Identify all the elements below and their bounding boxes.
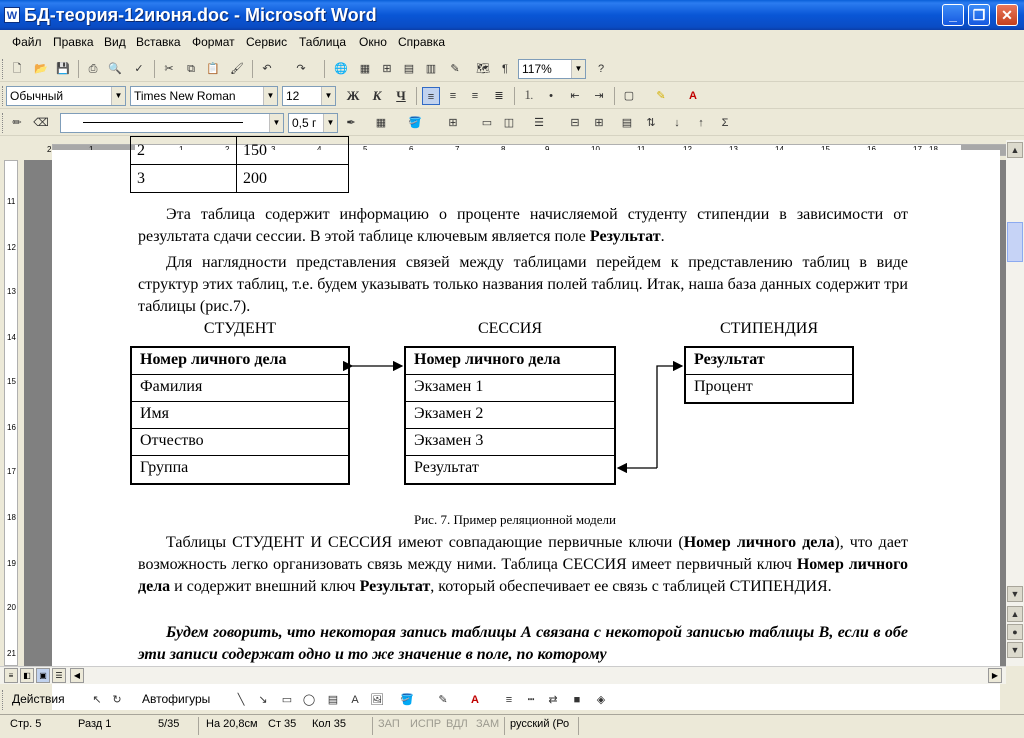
zoom-combo[interactable] — [518, 59, 586, 79]
draw-table-pencil-icon[interactable]: ✏ — [12, 117, 22, 129]
text-run: ), что дает возможность легко организовать связь между ними. Таблица СЕССИЯ имеет первичный ключ — [138, 534, 909, 573]
separator — [78, 60, 79, 78]
eraser-icon[interactable]: ⌫ — [33, 117, 49, 129]
line-style-icon[interactable]: ≡ — [505, 694, 513, 706]
status-column: Кол 35 — [312, 718, 346, 730]
autosum-icon[interactable]: Σ — [721, 117, 729, 129]
menu-view[interactable]: Вид — [104, 35, 126, 49]
vertical-scrollbar[interactable] — [1006, 140, 1024, 666]
new-document-icon[interactable]: 🗋 — [12, 63, 22, 75]
paste-icon[interactable]: 📋 — [206, 63, 220, 75]
undo-icon[interactable]: ↶ — [262, 63, 272, 75]
text-run-bold: Номер личного дела — [138, 556, 909, 595]
insert-table-icon[interactable]: ⊞ — [448, 117, 458, 129]
separator — [252, 60, 253, 78]
line-color-icon[interactable]: ✎ — [438, 694, 448, 706]
text-run: , который обеспечивает ее связь с таблицей СТИПЕНДИЯ. — [430, 578, 832, 595]
table-autoformat-icon[interactable]: ▤ — [621, 117, 633, 129]
separator — [614, 87, 615, 105]
text-run: Эта таблица содержит информацию о проценте начисляемой студенту стипендии в зависимости от результата сдачи сессии. В этой таблице ключевым является поле — [138, 206, 908, 245]
columns-icon[interactable]: ▥ — [425, 63, 437, 75]
standard-toolbar — [0, 56, 1024, 82]
status-section: Разд 1 — [78, 718, 112, 730]
toolbar-grip[interactable] — [2, 113, 5, 133]
border-color-icon[interactable]: ✒ — [346, 117, 356, 129]
previous-page-button[interactable]: ▲ — [1007, 606, 1023, 622]
rectangle-icon[interactable]: ▭ — [281, 694, 293, 706]
tables-borders-icon[interactable]: ▦ — [359, 63, 371, 75]
ruler-tick: 12 — [7, 243, 16, 252]
entity-field: Результат — [414, 459, 479, 476]
menu-help[interactable]: Справка — [398, 35, 446, 49]
justify-icon[interactable]: ≣ — [494, 90, 504, 102]
separator — [324, 60, 325, 78]
ruler-tick: 18 — [7, 513, 16, 522]
scroll-thumb[interactable] — [1007, 222, 1023, 262]
document-area[interactable] — [24, 141, 1006, 666]
text-run-bold: Результат — [359, 578, 431, 595]
actions-menu[interactable]: Действия — [12, 692, 65, 706]
paragraph-3 — [138, 532, 908, 598]
menu-format[interactable]: Формат — [192, 35, 235, 49]
status-overtype[interactable]: ЗАМ — [476, 718, 500, 730]
arrow-icon[interactable]: ↘ — [258, 694, 268, 706]
table-cell: 2 — [131, 137, 237, 165]
status-extend[interactable]: ВДЛ — [446, 718, 468, 730]
ruler-tick: 20 — [7, 603, 16, 612]
help-icon[interactable]: ? — [597, 63, 605, 75]
chevron-down-icon[interactable]: ▼ — [323, 114, 337, 132]
menu-insert[interactable]: Вставка — [136, 35, 181, 49]
style-value: Обычный — [10, 89, 64, 103]
chevron-down-icon[interactable]: ▼ — [321, 87, 335, 105]
line-style-sample — [83, 122, 243, 123]
ruler-tick: 16 — [7, 423, 16, 432]
borders-icon[interactable]: ▢ — [623, 90, 635, 102]
toolbar-grip[interactable] — [2, 86, 5, 106]
scroll-left-button[interactable]: ◀ — [70, 668, 84, 683]
horizontal-scrollbar[interactable] — [0, 666, 1006, 684]
entity-title-student: СТУДЕНТ — [203, 320, 277, 337]
menu-bar — [0, 32, 1024, 54]
session-scholarship-arrow — [657, 366, 682, 468]
normal-view-icon[interactable]: ≡ — [4, 668, 18, 683]
status-page: Стр. 5 — [10, 718, 42, 730]
menu-tools[interactable]: Сервис — [246, 35, 288, 49]
separator — [416, 87, 417, 105]
split-cells-icon[interactable]: ◫ — [503, 117, 515, 129]
scroll-up-button[interactable]: ▲ — [1007, 142, 1023, 158]
ruler-tick: 2 — [47, 145, 52, 154]
increase-indent-icon[interactable]: ⇥ — [594, 90, 604, 102]
text-run: Таблицы СТУДЕНТ И СЕССИЯ имеют совпадающие первичные ключи ( — [166, 534, 684, 551]
decrease-indent-icon[interactable]: ⇤ — [570, 90, 580, 102]
bullets-icon[interactable]: • — [549, 90, 553, 102]
underline-button[interactable]: Ч — [396, 88, 406, 103]
distribute-rows-icon[interactable]: ⊟ — [570, 117, 580, 129]
autoshapes-menu[interactable]: Автофигуры — [142, 692, 211, 706]
ruler-tick: 11 — [7, 197, 16, 206]
fill-color-icon[interactable]: 🪣 — [400, 694, 414, 706]
print-layout-icon[interactable]: ▣ — [36, 668, 50, 683]
entity-field: Номер личного дела — [132, 348, 348, 375]
numbering-icon[interactable]: ⒈ — [523, 90, 535, 102]
chevron-down-icon[interactable]: ▼ — [571, 60, 585, 78]
align-cell-icon[interactable]: ☰ — [534, 117, 544, 129]
text-run: . — [660, 228, 665, 245]
clip-art-icon[interactable]: 🖼 — [370, 694, 384, 706]
toolbar-grip[interactable] — [2, 690, 5, 710]
outline-view-icon[interactable]: ☰ — [52, 668, 66, 683]
status-pages: 5/35 — [158, 718, 180, 730]
entity-field: Имя — [132, 402, 348, 429]
text-direction-icon[interactable]: ⇅ — [646, 117, 656, 129]
paragraph-2: Для наглядности представления связей между таблицами перейдем к представлению таблиц в виде структур этих таблиц, т.е. будем указывать только названия полей таблиц. Итак, наша база данных содержит три таблицы (рис.7). — [138, 254, 908, 315]
separator — [154, 60, 155, 78]
chevron-down-icon[interactable]: ▼ — [269, 114, 283, 132]
menu-file[interactable]: Файл — [12, 35, 42, 49]
line-style-combo[interactable] — [60, 113, 284, 133]
merge-cells-icon[interactable]: ▭ — [481, 117, 493, 129]
save-icon[interactable]: 💾 — [56, 63, 70, 75]
entity-field: Процент — [694, 378, 753, 395]
hyperlink-icon[interactable]: 🌐 — [334, 63, 348, 75]
status-track-changes[interactable]: ИСПР — [410, 718, 442, 730]
outside-border-icon[interactable]: ▦ — [375, 117, 387, 129]
insert-table-icon[interactable]: ⊞ — [382, 63, 392, 75]
maximize-button[interactable]: ❐ — [968, 4, 990, 26]
sort-ascending-icon[interactable]: ↓ — [674, 117, 680, 129]
status-bar — [0, 714, 1024, 738]
distribute-columns-icon[interactable]: ⊞ — [594, 117, 604, 129]
cut-icon[interactable]: ✂ — [164, 63, 174, 75]
text-run-bold: Номер личного дела — [683, 534, 835, 551]
wordart-icon[interactable]: A — [351, 694, 359, 706]
close-button[interactable]: ✕ — [996, 4, 1018, 26]
entity-field: Фамилия — [132, 375, 348, 402]
text-run: и содержит внешний ключ — [174, 578, 360, 595]
open-icon[interactable]: 📂 — [34, 63, 48, 75]
entity-title-scholarship: СТИПЕНДИЯ — [719, 320, 819, 337]
minimize-button[interactable]: _ — [942, 4, 964, 26]
table-cell: 200 — [237, 165, 349, 193]
separator — [514, 87, 515, 105]
ruler-tick: 19 — [7, 559, 16, 568]
align-right-icon[interactable]: ≡ — [471, 90, 479, 102]
redo-icon[interactable]: ↷ — [296, 63, 306, 75]
show-hide-icon[interactable]: ¶ — [502, 63, 508, 75]
italic-button[interactable]: К — [372, 88, 382, 103]
figure-caption: Рис. 7. Пример реляционной модели — [414, 512, 617, 527]
align-left-icon[interactable]: ≡ — [422, 87, 440, 105]
font-size-combo[interactable] — [282, 86, 336, 106]
scroll-right-button[interactable]: ▶ — [988, 668, 1002, 683]
status-language: русский (Ро — [510, 718, 570, 730]
ruler-tick: 14 — [7, 333, 16, 342]
window-title: БД-теория-12июня.doc - Microsoft Word — [24, 5, 377, 25]
text-box-icon[interactable]: ▤ — [327, 694, 339, 706]
paragraph-4: Будем говорить, что некоторая запись таблицы А связана с некоторой записью таблицы В, если в обе эти записи содержат одно и то же значение в поле, по которому — [138, 624, 908, 663]
next-page-button[interactable]: ▼ — [1007, 642, 1023, 658]
web-layout-icon[interactable]: ◧ — [20, 668, 34, 683]
entity-field: Экзамен 2 — [406, 402, 614, 429]
vertical-ruler[interactable] — [0, 160, 24, 666]
status-record[interactable]: ЗАП — [378, 718, 400, 730]
ruler-tick: 13 — [7, 287, 16, 296]
document-page[interactable] — [52, 141, 1000, 710]
oval-icon[interactable]: ◯ — [302, 694, 316, 706]
menu-edit[interactable]: Правка — [53, 35, 94, 49]
print-preview-icon[interactable]: 🔍 — [108, 63, 122, 75]
zoom-value: 117% — [522, 62, 552, 76]
copy-icon[interactable]: ⧉ — [187, 63, 195, 75]
entity-title-session: СЕССИЯ — [477, 320, 542, 337]
entity-field: Группа — [140, 459, 189, 476]
format-painter-icon[interactable]: 🖌 — [230, 63, 244, 75]
arrow-style-icon[interactable]: ⇄ — [548, 694, 558, 706]
entity-field: Отчество — [132, 429, 348, 456]
drawing-icon[interactable]: ✎ — [450, 63, 460, 75]
table-cell: 150 — [237, 137, 349, 165]
entity-field: Экзамен 3 — [406, 429, 614, 456]
entity-field: Экзамен 1 — [406, 375, 614, 402]
drawing-toolbar — [0, 687, 1024, 713]
line-weight-value: 0,5 г — [292, 116, 317, 130]
sort-descending-icon[interactable]: ↑ — [698, 117, 704, 129]
formatting-toolbar — [0, 83, 1024, 109]
select-objects-icon[interactable]: ↖ — [92, 694, 102, 706]
browse-object-button[interactable]: ● — [1007, 624, 1023, 640]
font-size-value: 12 — [286, 89, 300, 103]
menu-window[interactable]: Окно — [359, 35, 387, 49]
status-position: На 20,8см — [206, 718, 258, 730]
ruler-tick: 21 — [7, 649, 16, 658]
chevron-down-icon[interactable]: ▼ — [263, 87, 277, 105]
ruler-tick: 17 — [7, 467, 16, 476]
entity-field: Номер личного дела — [406, 348, 614, 375]
3d-icon[interactable]: ◈ — [596, 694, 606, 706]
line-icon[interactable]: ╲ — [237, 694, 245, 706]
ruler-tick: 15 — [7, 377, 16, 386]
tables-borders-toolbar — [0, 110, 1024, 136]
menu-table[interactable]: Таблица — [299, 35, 347, 49]
shading-color-icon[interactable]: 🪣 — [408, 117, 422, 129]
free-rotate-icon[interactable]: ↻ — [112, 694, 122, 706]
title-bar — [0, 0, 1024, 30]
toolbar-grip[interactable] — [2, 59, 5, 79]
scroll-down-button[interactable]: ▼ — [1007, 586, 1023, 602]
line-weight-combo[interactable] — [288, 113, 338, 133]
table-cell: 3 — [131, 165, 237, 193]
insert-excel-icon[interactable]: ▤ — [403, 63, 415, 75]
status-line: Ст 35 — [268, 718, 297, 730]
text-run-bold: Результат — [589, 228, 661, 245]
font-value: Times New Roman — [134, 89, 236, 103]
chevron-down-icon[interactable]: ▼ — [111, 87, 125, 105]
bold-button[interactable]: Ж — [346, 88, 360, 103]
spelling-icon[interactable]: ✓ — [134, 63, 144, 75]
style-combo[interactable] — [6, 86, 126, 106]
document-map-icon[interactable]: 🗺 — [476, 63, 490, 75]
entity-field: Результат — [686, 348, 852, 375]
dash-style-icon[interactable]: ┅ — [527, 694, 535, 706]
print-icon[interactable]: ⎙ — [88, 63, 98, 75]
highlight-icon[interactable]: ✎ — [656, 90, 666, 102]
shadow-icon[interactable]: ■ — [573, 694, 581, 706]
word-app-icon[interactable]: W — [4, 7, 20, 23]
font-color-icon[interactable]: A — [689, 90, 697, 102]
align-center-icon[interactable]: ≡ — [449, 90, 457, 102]
font-color-icon[interactable]: A — [471, 694, 479, 706]
font-combo[interactable] — [130, 86, 278, 106]
